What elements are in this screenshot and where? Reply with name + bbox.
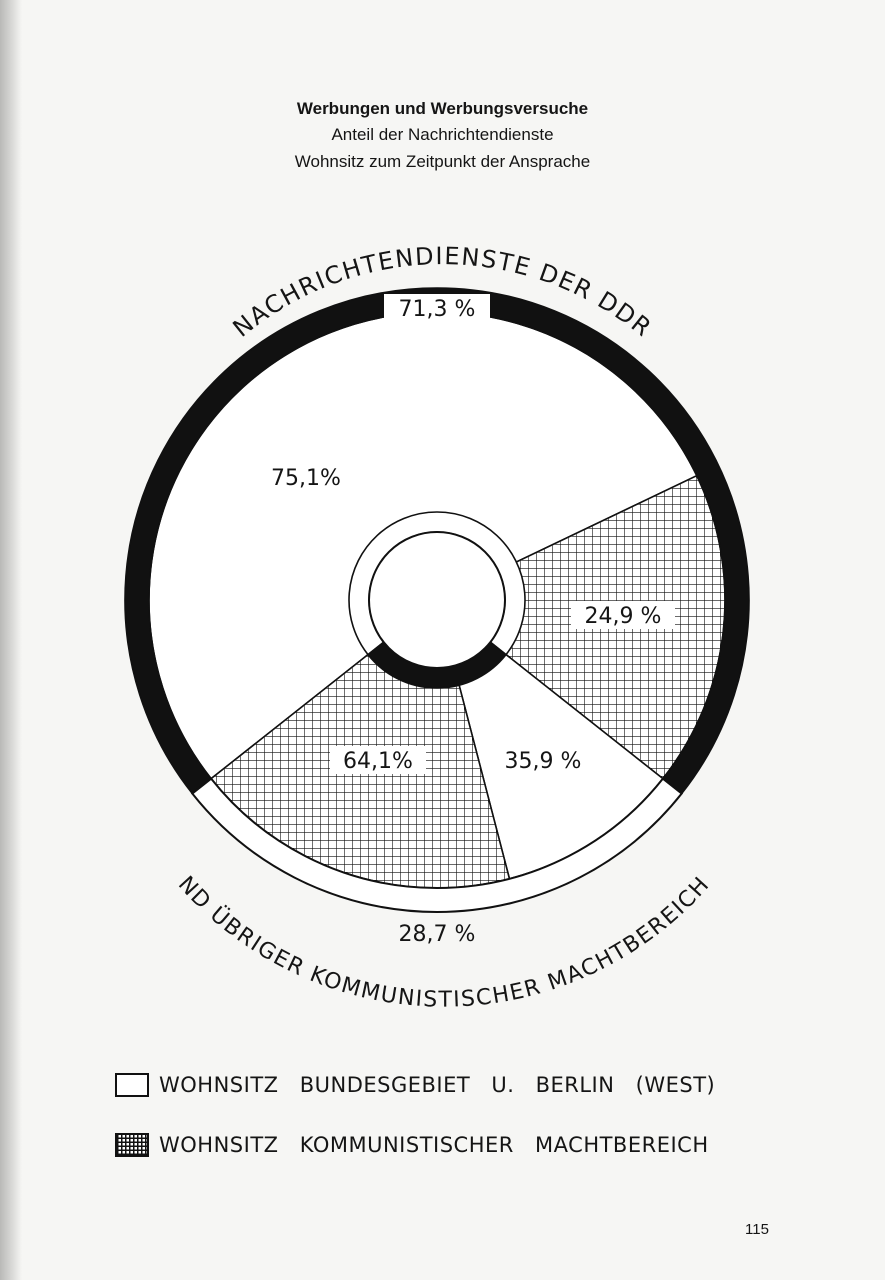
label-ddr-communist: 24,9 % [584, 604, 662, 629]
page-number: 115 [745, 1221, 769, 1238]
chart-title: Werbungen und Werbungsversuche [296, 99, 589, 118]
legend-label: WOHNSITZ BUNDESGEBIET U. BERLIN (WEST) [159, 1073, 716, 1097]
chart-subtitle-1: Anteil der Nachrichtendienste [331, 125, 554, 144]
legend-item-communist [115, 1128, 715, 1162]
label-outer-other: 28,7 % [398, 922, 476, 947]
label-other-communist: 64,1% [343, 749, 413, 774]
ring-pie-chart [0, 200, 885, 1010]
legend-item-west [115, 1068, 715, 1102]
label-other-west: 35,9 % [504, 749, 582, 774]
legend-swatch-grid [115, 1133, 149, 1157]
ring-title-ddr: NACHRICHTENDIENSTE DER DDR [227, 242, 658, 343]
ring-title-other: ND ÜBRIGER KOMMUNISTISCHER MACHTBEREICH [172, 871, 716, 1010]
label-ddr-west: 75,1% [271, 466, 341, 491]
hub-center [369, 532, 505, 668]
chart-subtitle-2: Wohnsitz zum Zeitpunkt der Ansprache [294, 152, 591, 171]
legend-swatch-white [115, 1073, 149, 1097]
legend [115, 1068, 715, 1188]
legend-label: WOHNSITZ KOMMUNISTISCHER MACHTBEREICH [159, 1133, 709, 1157]
label-outer-ddr: 71,3 % [398, 297, 476, 322]
